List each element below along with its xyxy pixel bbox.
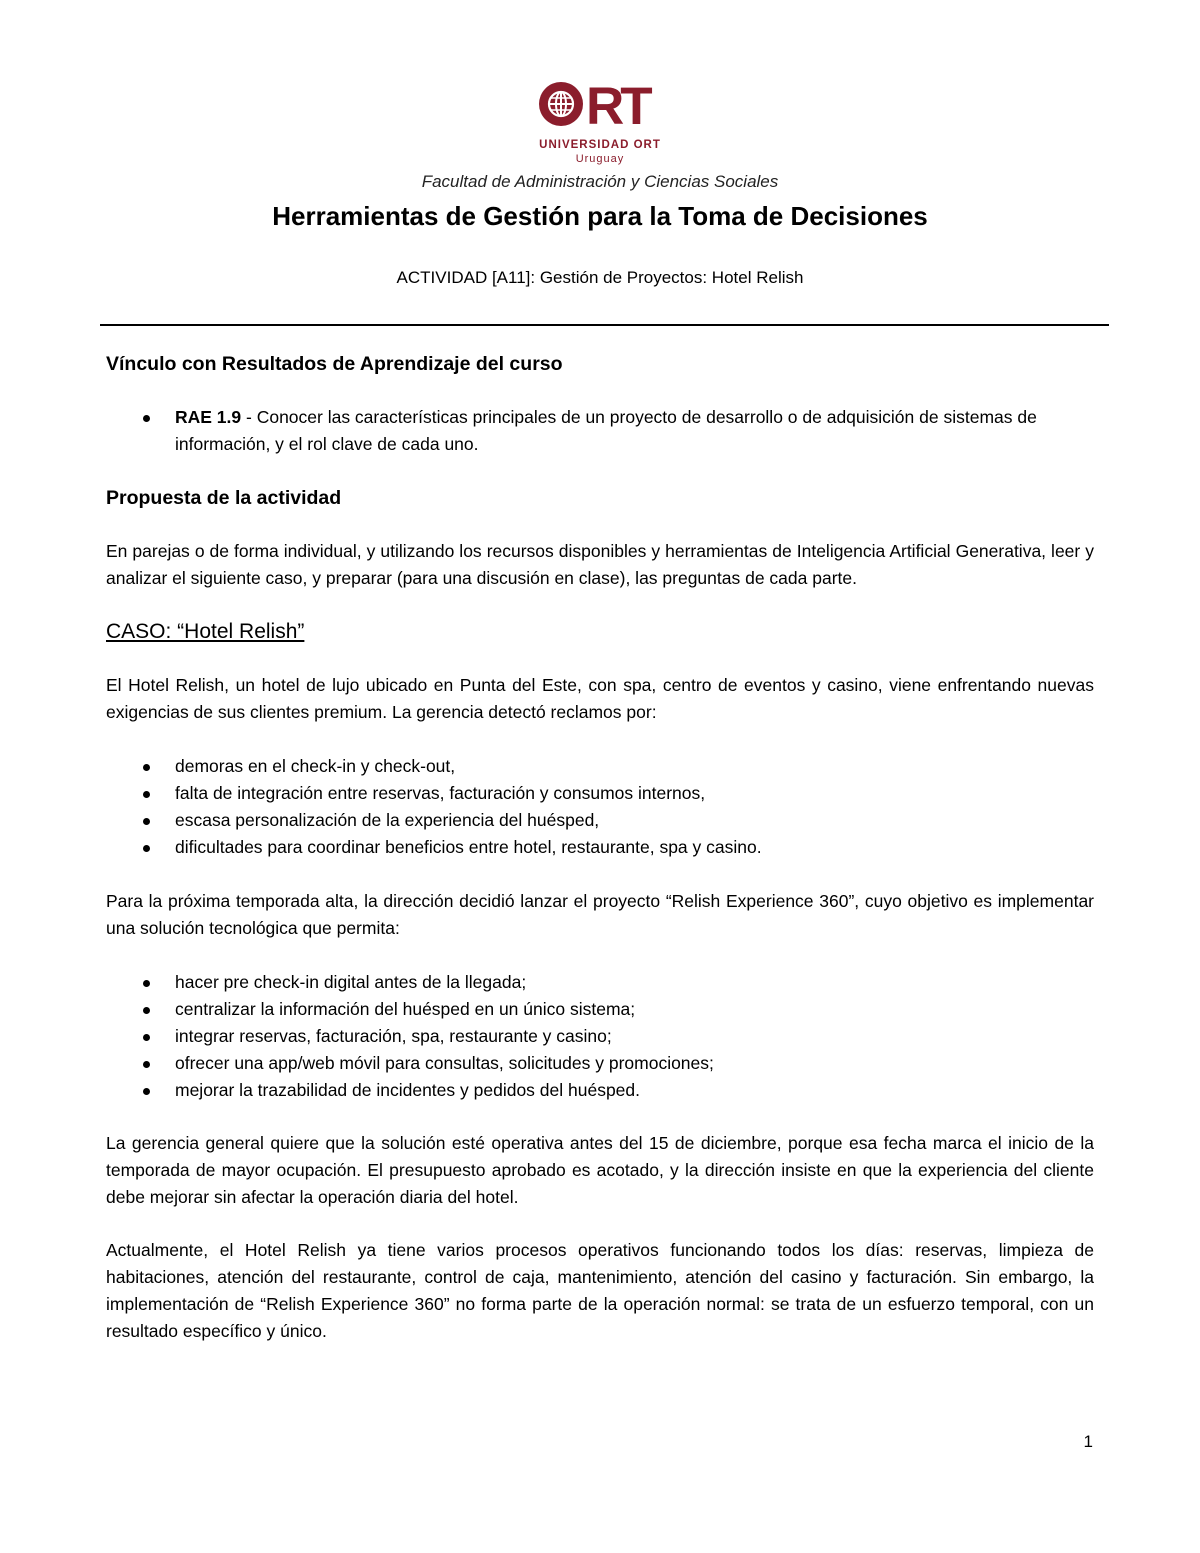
bullet-icon (143, 980, 150, 987)
goal-text: mejorar la trazabilidad de incidentes y pedidos del huésped. (175, 1080, 641, 1100)
goal-text: integrar reservas, facturación, spa, restaurante y casino; (175, 1026, 612, 1046)
university-logo (537, 78, 663, 166)
bullet-icon (143, 791, 150, 798)
complaints-list (106, 753, 1094, 861)
deadline-paragraph: La gerencia general quiere que la solución esté operativa antes del 15 de diciembre, porque esa fecha marca el inicio de la temporada de mayor ocupación. El presupuesto aprobado es acotado, y la dirección insiste en que la experiencia del cliente debe mejorar sin afectar la operación diaria del hotel. (106, 1133, 1094, 1207)
complaint-text: demoras en el check-in y check-out, (175, 756, 456, 776)
globe-icon (539, 82, 583, 126)
bullet-icon (143, 764, 150, 771)
complaint-text: dificultades para coordinar beneficios entre hotel, restaurante, spa y casino. (175, 837, 762, 857)
proposal-text: En parejas o de forma individual, y utilizando los recursos disponibles y herramientas de Inteligencia Artificial Generativa, leer y analizar el siguiente caso, y preparar (para una discusión en clase), las preguntas de cada parte. (106, 541, 1094, 588)
list-item (106, 996, 1094, 1023)
goal-text: hacer pre check-in digital antes de la llegada; (175, 972, 527, 992)
header-divider (100, 324, 1109, 326)
list-item (106, 404, 1094, 458)
proposal-heading: Propuesta de la actividad (106, 487, 342, 509)
svg-text:RT: RT (586, 78, 649, 136)
bullet-icon (143, 1061, 150, 1068)
bullet-icon (143, 415, 150, 422)
page-number: 1 (1083, 1432, 1093, 1451)
rae-text: - Conocer las características principales de un proyecto de desarrollo o de adquisición de sistemas de información, y el rol clave de cada uno. (175, 407, 1037, 454)
complaint-text: escasa personalización de la experiencia del huésped, (175, 810, 600, 830)
activity-title: ACTIVIDAD [A11]: Gestión de Proyectos: Hotel Relish (396, 268, 804, 287)
goal-text: centralizar la información del huésped en un único sistema; (175, 999, 636, 1019)
project-intro: Para la próxima temporada alta, la dirección decidió lanzar el proyecto “Relish Experience 360”, cuyo objetivo es implementar una solución tecnológica que permita: (106, 891, 1094, 938)
list-item (106, 753, 1094, 780)
document-body (106, 350, 1094, 1345)
goal-text: ofrecer una app/web móvil para consultas, solicitudes y promociones; (175, 1053, 714, 1073)
list-item (106, 1077, 1094, 1104)
goals-list (106, 969, 1094, 1104)
course-title: Herramientas de Gestión para la Toma de Decisiones (272, 201, 928, 231)
case-intro: El Hotel Relish, un hotel de lujo ubicado en Punta del Este, con spa, centro de eventos y casino, viene enfrentando nuevas exigencias de sus clientes premium. La gerencia detectó reclamos por: (106, 675, 1094, 722)
list-item (106, 1023, 1094, 1050)
list-item (106, 1050, 1094, 1077)
bullet-icon (143, 1007, 150, 1014)
bullet-icon (143, 1034, 150, 1041)
learning-outcomes-list (106, 404, 1094, 458)
faculty-name: Facultad de Administración y Ciencias Sociales (421, 172, 779, 191)
operations-paragraph: Actualmente, el Hotel Relish ya tiene varios procesos operativos funcionando todos los días: reservas, limpieza de habitaciones, atención del restaurante, control de caja, mantenimiento, atención del casino y facturación. Sin embargo, la implementación de “Relish Experience 360” no forma parte de la operación normal: se trata de un esfuerzo temporal, con un resultado específico y único. (106, 1240, 1094, 1341)
bullet-icon (143, 1088, 150, 1095)
complaint-text: falta de integración entre reservas, facturación y consumos internos, (175, 783, 706, 803)
logo-line1: UNIVERSIDAD ORT (539, 139, 661, 151)
case-title: CASO: “Hotel Relish” (106, 620, 305, 643)
bullet-icon (143, 818, 150, 825)
logo-line2: Uruguay (575, 153, 625, 165)
bullet-icon (143, 845, 150, 852)
rae-code: RAE 1.9 (175, 407, 242, 427)
list-item (106, 969, 1094, 996)
learning-outcomes-heading: Vínculo con Resultados de Aprendizaje del curso (106, 353, 563, 375)
list-item (106, 834, 1094, 861)
list-item (106, 807, 1094, 834)
list-item (106, 780, 1094, 807)
